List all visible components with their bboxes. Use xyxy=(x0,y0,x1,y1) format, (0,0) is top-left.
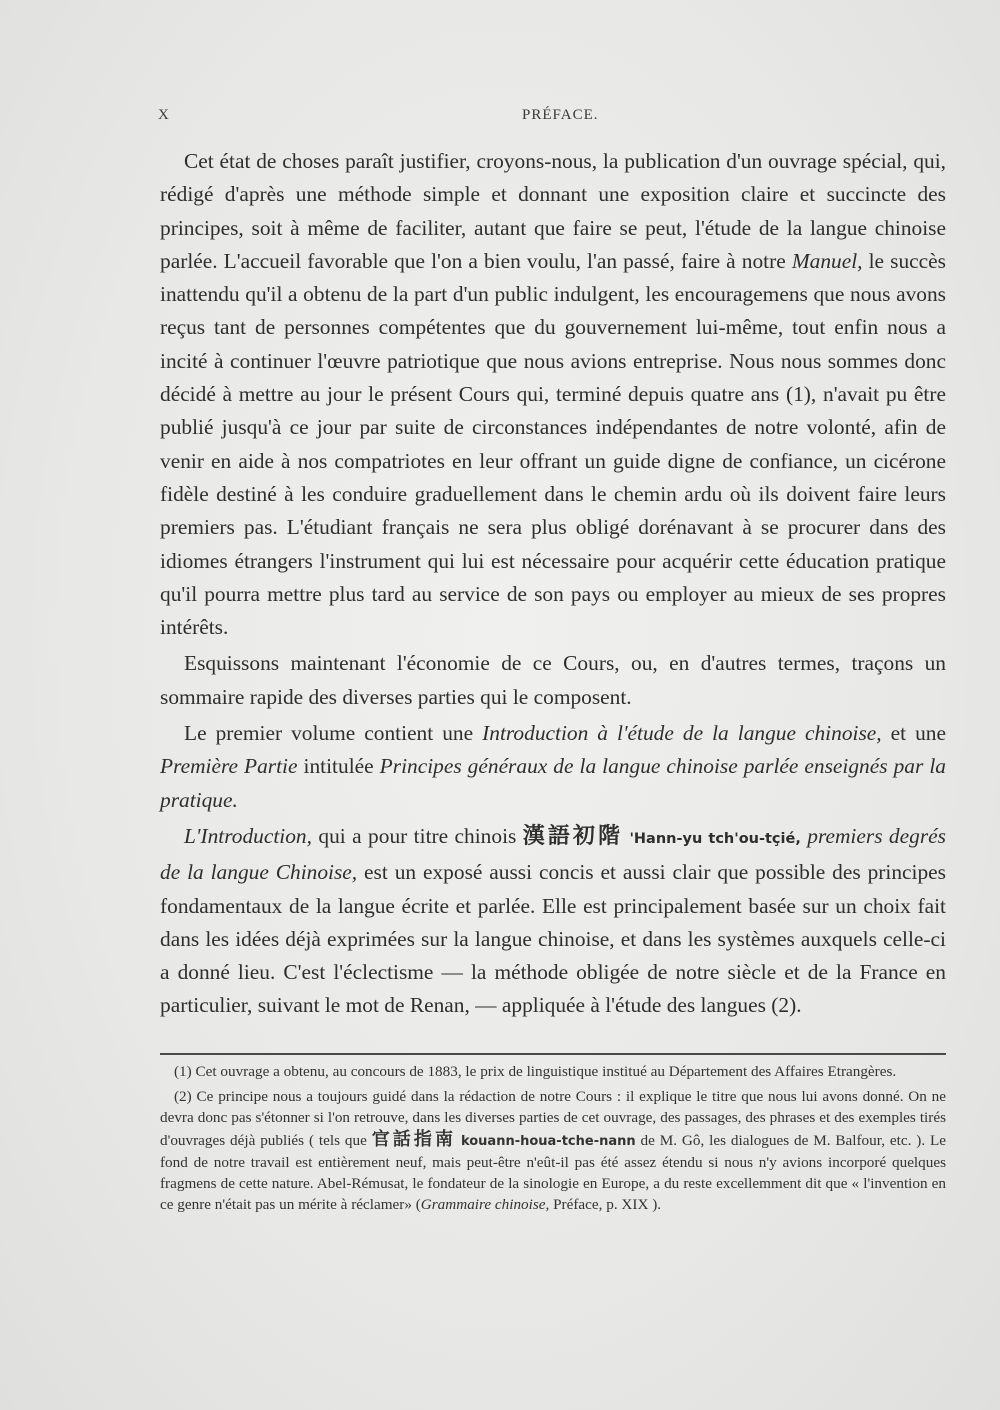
chinese-title-characters: 漢語初階 xyxy=(522,823,624,849)
grammaire-title: Grammaire chinoise, xyxy=(420,1196,550,1214)
footnote-divider xyxy=(160,1053,946,1055)
page-number: X xyxy=(158,107,170,123)
p4-text-b: est un exposé aussi concis et aussi clair que possible des principes fondamentaux de la langue écrite et parlée. Elle est principalement basée sur un choix fait dans les idées déjà exprimées sur la langue chinoise, et dans les systèmes auxquels celle-ci a donné lieu. C'est l'éclectisme — la méthode obligée de notre siècle et de la France en particulier, suivant le mot de Renan, — appliquée à l'étude des langues xyxy=(160,860,946,1018)
running-header xyxy=(158,107,948,131)
p3-text-b: et une xyxy=(890,721,946,746)
footnote-2 xyxy=(160,1086,946,1215)
footnote-2-romanization: kouann-houa-tche-nann xyxy=(460,1133,636,1149)
paragraph-1 xyxy=(160,145,946,644)
footnote-ref-1: (1), xyxy=(785,382,817,407)
chinese-title-romanization: 'Hann-yu tch'ou-tçié, xyxy=(629,830,801,847)
premiere-partie-title: Première Partie xyxy=(160,754,298,779)
footnote-ref-2: (2). xyxy=(771,993,802,1018)
footnote-1-text: Cet ouvrage a obtenu, au concours de 1883, le prix de linguistique institué au Département des Affaires Etrangères. xyxy=(195,1063,897,1080)
p4-text-a: qui a pour titre chinois xyxy=(318,823,517,848)
manuel-title: Manuel, xyxy=(791,248,863,273)
footnote-2-text-a: Ce principe nous a toujours guidé dans la rédaction de notre Cours : il explique le titre que nous lui avons donné. On ne devra donc pas s'étonner si l'on retrouve, dans les diverses parties de cet ouvrage, des passages, des phrases et des exemples tirés d'ouvrages déjà publiés ( tels que xyxy=(160,1088,947,1149)
body-text xyxy=(160,145,946,1026)
p1-text-c: n'avait pu être publié jusqu'à ce jour par suite de circonstances indépendantes de notre volonté, afin de venir en aide à nos compatriotes en leur offrant un guide digne de confiance, un cicérone fidèle destiné à les conduire graduellement dans le chemin ardu où ils doivent faire leurs premiers pas. L'étudiant français ne sera plus obligé dorénavant à se procurer dans des idiomes étrangers l'instrument qui lui est nécessaire pour acquérir cette éducation pratique qu'il pourra mettre plus tard au service de son pays ou employer au mieux de ses propres intérêts. xyxy=(160,382,946,640)
footnote-1-mark: (1) xyxy=(174,1063,192,1080)
principes-title: Principes généraux de la langue chinoise parlée enseignés par la pratique. xyxy=(160,754,946,812)
paragraph-2: Esquissons maintenant l'économie de ce Cours, ou, en d'autres termes, traçons un sommaire rapide des diverses parties qui le composent. xyxy=(160,651,946,709)
footnote-2-chinese: 官話指南 xyxy=(371,1128,457,1150)
footnote-2-text-c: Préface, p. XIX ). xyxy=(553,1196,662,1214)
p1-text-a: Cet état de choses paraît justifier, croyons-nous, la publication d'un ouvrage spécial, qui, rédigé d'après une méthode simple et donnant une exposition claire et succincte des principes, soit à même de faciliter, autant que faire se peut, l'étude de la langue chinoise parlée. L'accueil favorable que l'on a bien voulu, l'an passé, faire à notre xyxy=(160,149,946,273)
running-title: PRÉFACE. xyxy=(522,107,599,123)
introduction-label: L'Introduction, xyxy=(184,823,312,848)
premiers-degres-title: premiers degrés de la langue Chinoise, xyxy=(160,823,946,885)
footnote-2-mark: (2) xyxy=(174,1088,192,1106)
footnotes xyxy=(160,1061,946,1219)
paragraph-3 xyxy=(160,717,946,817)
paragraph-4 xyxy=(160,820,946,1023)
p1-text-b: le succès inattendu qu'il a obtenu de la part d'un public indulgent, les encouragemens que nous avons reçus tant de personnes compétentes que du gouvernement lui-même, tout enfin nous a incité à continuer l'œuvre patriotique que nous avions entreprise. Nous nous sommes donc décidé à mettre au jour le présent Cours qui, terminé depuis quatre ans xyxy=(160,248,946,407)
introduction-title: Introduction à l'étude de la langue chinoise, xyxy=(482,721,882,746)
p3-text-c: intitulée xyxy=(303,754,374,779)
footnote-1 xyxy=(160,1061,946,1082)
footnote-2-text-b: de M. Gô, les dialogues de M. Balfour, etc. ). Le fond de notre travail est entièrement neuf, mais peut-être n'eût-il pas été assez étendu si nous n'y avions incorporé quelques fragmens de cette nature. Abel-Rémusat, le fondateur de la sinologie en Europe, a du reste excellemment dit que « l'invention en ce genre n'était pas un mérite à réclamer» ( xyxy=(160,1131,947,1214)
p3-text-a: Le premier volume contient une xyxy=(184,721,474,746)
